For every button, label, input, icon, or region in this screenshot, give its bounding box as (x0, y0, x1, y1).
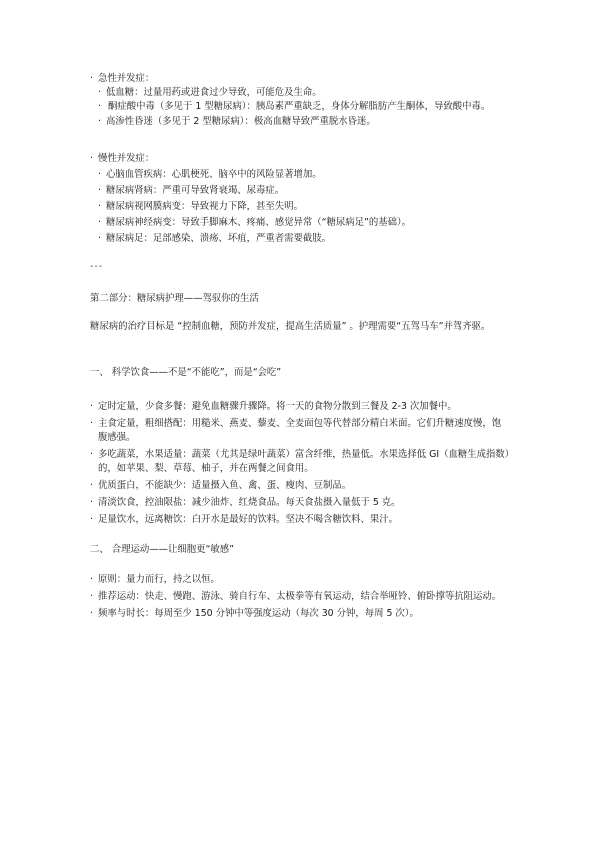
chronic-item-cardio: 心脑血管疾病：心肌梗死、脑卒中的风险显著增加。 (106, 169, 322, 180)
acute-item-hypoglycemia: 低血糖：过量用药或进食过少导致，可能危及生命。 (106, 87, 322, 98)
diet-list (90, 400, 510, 527)
bullet-icon: · (98, 87, 101, 98)
diet-item: 定时定量，少食多餐：避免血糖骤升骤降。将一天的食物分散到三餐及 2-3 次加餐中。 (98, 401, 457, 412)
list-item (90, 200, 510, 214)
list-item (90, 607, 510, 621)
bullet-icon: · (90, 591, 93, 602)
list-item (90, 417, 510, 445)
bullet-icon: · (98, 201, 101, 212)
bullet-icon: · (90, 574, 93, 585)
acute-item-ketoacidosis: 酮症酸中毒（多见于 1 型糖尿病）：胰岛素严重缺乏，身体分解脂肪产生酮体，导致酸中毒。 (107, 101, 491, 112)
diet-heading: 一、 科学饮食——不是“不能吃”，而是“会吃” (90, 367, 282, 378)
exercise-list (90, 573, 510, 621)
list-item (90, 72, 510, 86)
acute-item-hyperosmolar: 高渗性昏迷（多见于 2 型糖尿病）：极高血糖导致严重脱水昏迷。 (106, 116, 376, 127)
list-item (90, 400, 510, 414)
list-item (90, 573, 510, 587)
list-item (90, 115, 510, 129)
bullet-icon: · (90, 514, 93, 525)
list-item (90, 168, 510, 182)
bullet-icon: · (90, 73, 93, 84)
bullet-icon: · (98, 233, 101, 244)
bullet-icon: · (90, 449, 93, 460)
diet-item: 多吃蔬菜，水果适量：蔬菜（尤其是绿叶蔬菜）富含纤维，热量低。水果选择低 GI（血糖生成指数）的，如苹果、梨、草莓、柚子，并在两餐之间食用。 (98, 449, 510, 474)
diet-item: 足量饮水，远离糖饮：白开水是最好的饮料。坚决不喝含糖饮料、果汁。 (98, 514, 399, 525)
bullet-icon: · (90, 401, 93, 412)
part2-title: 第二部分：糖尿病护理——驾驭你的生活 (90, 293, 259, 304)
bullet-icon: · (90, 480, 93, 491)
chronic-heading: 慢性并发症： (98, 153, 155, 164)
list-item (90, 100, 510, 114)
list-item (90, 232, 510, 246)
bullet-icon: · (98, 169, 101, 180)
acute-heading: 急性并发症： (98, 73, 155, 84)
part2-intro: 糖尿病的治疗目标是 “控制血糖，预防并发症，提高生活质量” 。护理需要“五驾马车”并驾齐驱。 (90, 321, 491, 332)
bullet-icon: · (90, 418, 93, 429)
list-item (90, 152, 510, 166)
separator: --- (90, 261, 104, 272)
acute-complications (90, 72, 510, 129)
exercise-item: 原则：量力而行，持之以恒。 (98, 574, 220, 585)
bullet-icon: · (98, 217, 101, 228)
bullet-icon: · (90, 608, 93, 619)
chronic-item-neuropathy: 糖尿病神经病变：导致手脚麻木、疼痛、感觉异常（“糖尿病足”的基础）。 (106, 217, 412, 228)
bullet-icon: · (90, 497, 93, 508)
diet-item: 主食定量，粗细搭配：用糙米、燕麦、藜麦、全麦面包等代替部分精白米面。它们升糖速度慢，饱腹感强。 (98, 418, 502, 443)
bullet-icon: · (98, 185, 101, 196)
exercise-item: 推荐运动：快走、慢跑、游泳、骑自行车、太极拳等有氧运动，结合举哑铃、俯卧撑等抗阻运动。 (98, 591, 502, 602)
list-item (90, 86, 510, 100)
chronic-item-foot: 糖尿病足：足部感染、溃疡、坏疽，严重者需要截肢。 (106, 233, 332, 244)
exercise-heading: 二、 合理运动——让细胞更“敏感” (90, 544, 234, 555)
list-item (90, 216, 510, 230)
diet-item: 优质蛋白，不能缺少：适量摄入鱼、禽、蛋、瘦肉、豆制品。 (98, 480, 352, 491)
chronic-item-retinopathy: 糖尿病视网膜病变：导致视力下降，甚至失明。 (106, 201, 303, 212)
bullet-icon: · (98, 116, 101, 127)
bullet-icon: · (98, 101, 101, 112)
chronic-item-nephropathy: 糖尿病肾病：严重可导致肾衰竭、尿毒症。 (106, 185, 285, 196)
list-item (90, 496, 510, 510)
exercise-item: 频率与时长：每周至少 150 分钟中等强度运动（每次 30 分钟，每周 5 次）。 (98, 608, 419, 619)
list-item (90, 448, 510, 476)
list-item (90, 479, 510, 493)
list-item (90, 184, 510, 198)
chronic-complications (90, 152, 510, 246)
bullet-icon: · (90, 153, 93, 164)
diet-item: 清淡饮食，控油限盐：减少油炸、红烧食品。每天食盐摄入量低于 5 克。 (98, 497, 401, 508)
list-item (90, 513, 510, 527)
list-item (90, 590, 510, 604)
